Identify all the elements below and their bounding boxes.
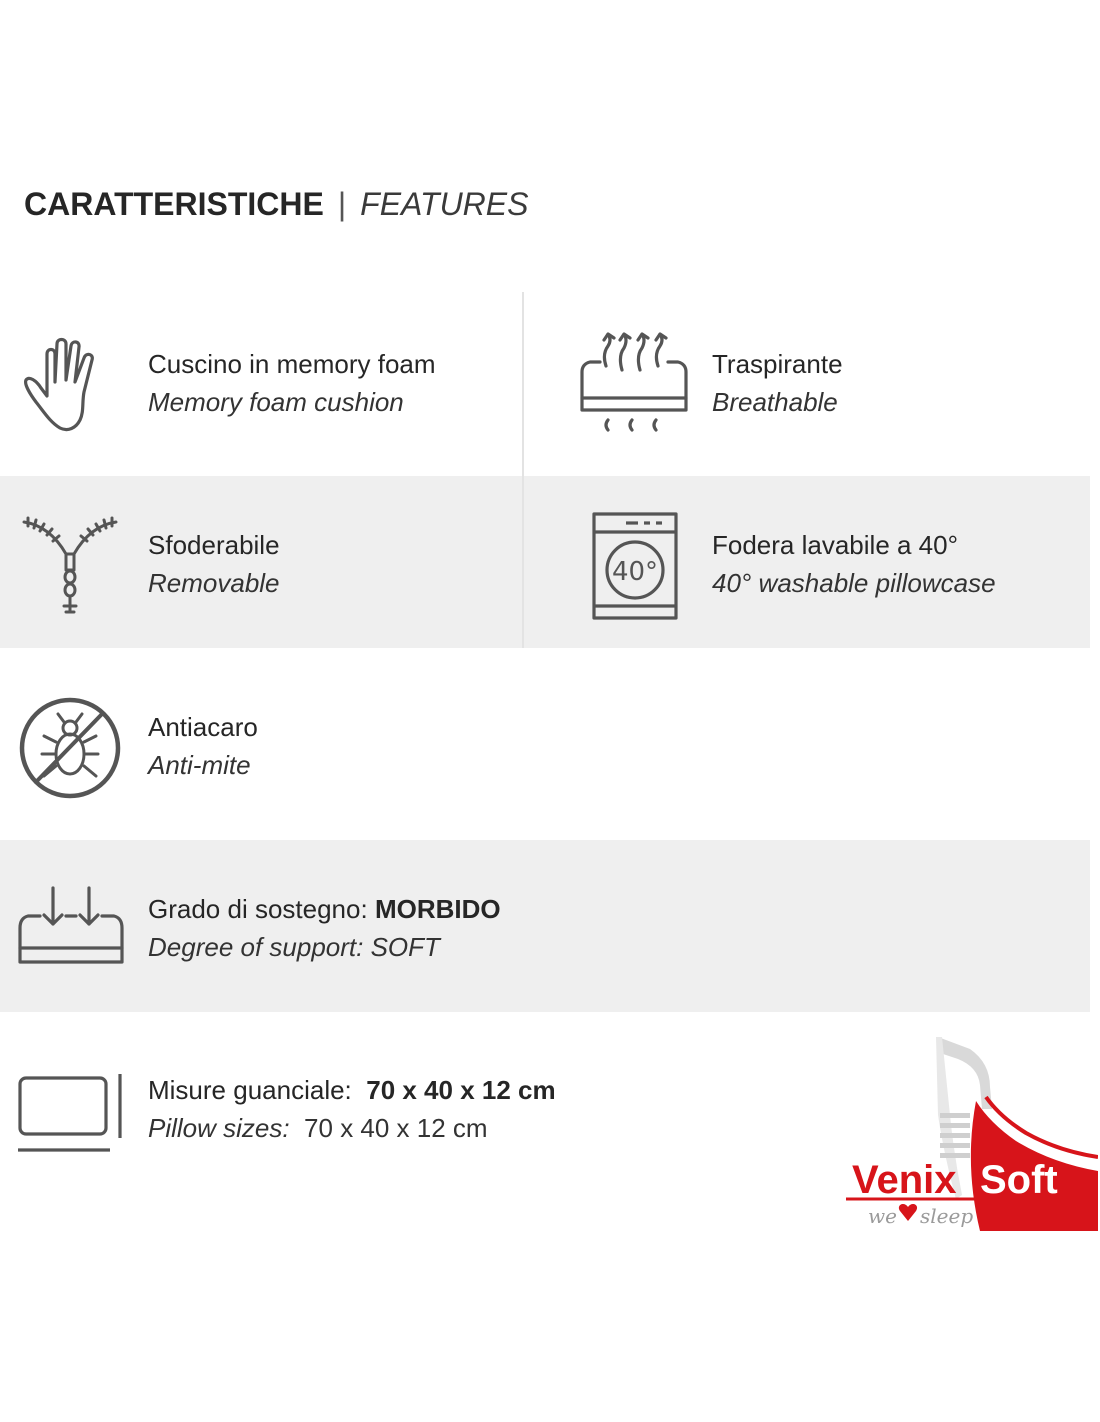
support-value-en: SOFT	[370, 932, 440, 962]
header-title-it: CARATTERISTICHE	[24, 186, 324, 222]
feature-label-en: 40° washable pillowcase	[712, 568, 996, 598]
heart-icon	[899, 1204, 917, 1221]
logo-soft-text: Soft	[980, 1158, 1058, 1202]
washing-machine-icon	[592, 512, 678, 620]
feature-label-it: Cuscino in memory foam	[148, 349, 436, 379]
logo-tagline-we: we	[868, 1204, 897, 1228]
hand-icon	[22, 336, 120, 434]
pillow-size-icon	[16, 1070, 124, 1154]
header-separator: |	[337, 186, 347, 222]
feature-label-it: Antiacaro	[148, 712, 258, 742]
size-value-it: 70 x 40 x 12 cm	[366, 1075, 556, 1105]
logo-venix-text: Venix	[852, 1158, 957, 1202]
support-level-icon	[16, 884, 126, 966]
feature-label-en: Breathable	[712, 387, 838, 417]
feature-label-en: Removable	[148, 568, 280, 598]
feature-label-it: Traspirante	[712, 349, 843, 379]
feature-label-en: Degree of support:	[148, 932, 364, 962]
wash-temperature-label: 40°	[611, 557, 659, 587]
feature-label-en: Pillow sizes:	[148, 1113, 290, 1143]
zipper-icon	[20, 514, 120, 616]
section-header	[24, 184, 528, 224]
header-title-en: FEATURES	[360, 186, 529, 222]
column-divider	[522, 292, 524, 648]
breathable-mattress-icon	[578, 332, 690, 436]
support-value-it: MORBIDO	[374, 894, 501, 924]
feature-label-en: Anti-mite	[148, 750, 251, 780]
feature-label-it: Misure guanciale:	[148, 1075, 352, 1105]
venixsoft-logo	[840, 1035, 1098, 1235]
logo-tagline-sleep: sleep	[920, 1204, 974, 1228]
no-mite-icon	[18, 696, 122, 800]
feature-label-it: Fodera lavabile a 40°	[712, 530, 958, 560]
feature-label-it: Sfoderabile	[148, 530, 280, 560]
feature-label-en: Memory foam cushion	[148, 387, 404, 417]
size-value-en: 70 x 40 x 12 cm	[304, 1113, 488, 1143]
feature-label-it: Grado di sostegno:	[148, 894, 368, 924]
